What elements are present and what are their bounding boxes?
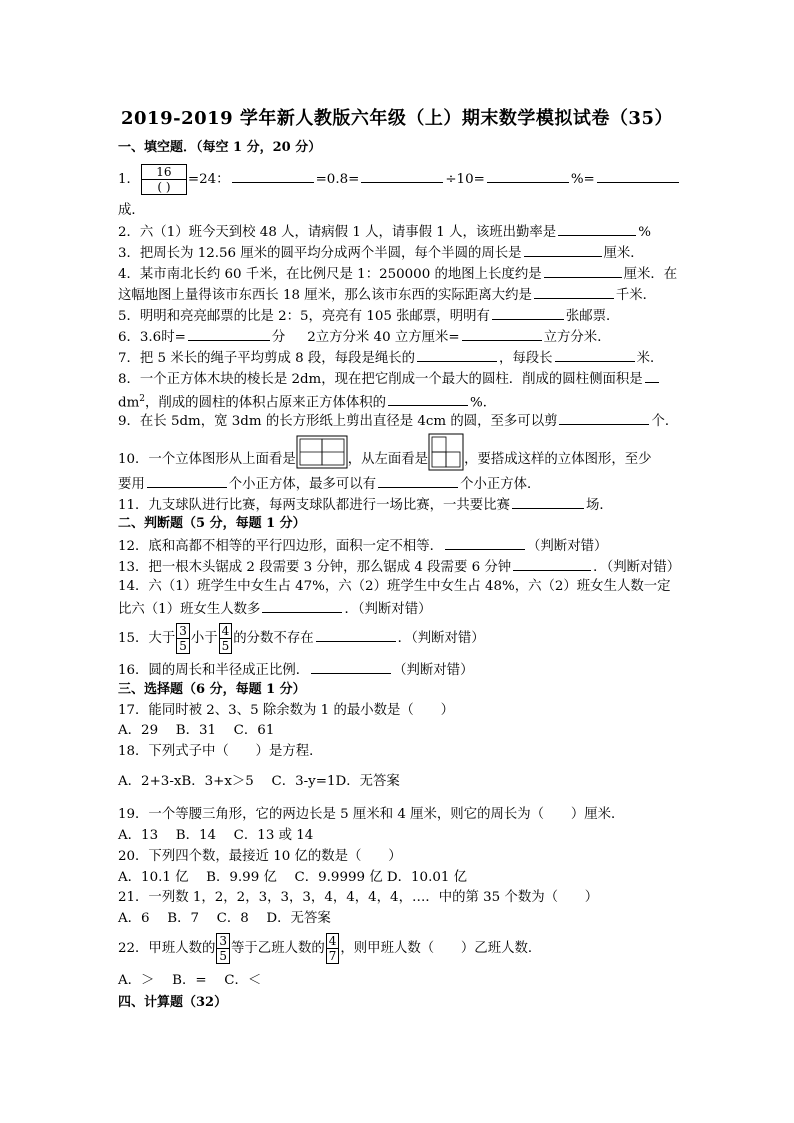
- q4-blank-2[interactable]: [534, 285, 614, 299]
- q16-blank[interactable]: [311, 660, 391, 674]
- q8-unit: dm: [118, 395, 140, 411]
- q15-fraction-1: [176, 623, 190, 654]
- q4-text-a: 4．某市南北长约 60 千米，在比例尺是 1：250000 的地图上长度约是: [118, 267, 542, 282]
- q22-frac1-denominator: 5: [219, 949, 228, 963]
- q10-text-a: 10．一个立体图形从上面看是: [118, 452, 296, 467]
- page-title: 2019-2019 学年新人教版六年级（上）期末数学模拟试卷（35）: [121, 108, 673, 129]
- q1-fraction: [141, 164, 187, 195]
- q8-text-c: ，削成的圆柱的体积占原来正方体体积的: [145, 395, 387, 411]
- q22-text-a: 22．甲班人数的: [118, 941, 216, 956]
- q22-text-b: 等于乙班人数的: [231, 941, 325, 956]
- q14-text-b: 比六（1）班女生人数多: [118, 602, 261, 617]
- question-9: [118, 411, 678, 431]
- q9-unit: 个．: [651, 414, 679, 429]
- q4-text-b: 厘米．在: [623, 267, 678, 282]
- q7-blank-1[interactable]: [417, 348, 497, 362]
- q22-frac1-numerator: 3: [219, 934, 228, 948]
- question-19: 19．一个等腰三角形，它的两边长是 5 厘米和 4 厘米，则它的周长为（ ）厘米．: [118, 807, 625, 822]
- q8-text-d: %．: [470, 395, 497, 411]
- q15-frac1-numerator: 3: [179, 624, 187, 638]
- q1-frac-numerator: 16: [142, 165, 186, 180]
- q10-text-f: 个小正方体．: [460, 477, 541, 492]
- question-17: 17．能同时被 2、3、5 除余数为 1 的最小数是（ ）: [118, 703, 454, 718]
- section-true-false: 二、判断题（5 分，每题 1 分）: [118, 516, 306, 531]
- q14-blank[interactable]: [262, 599, 342, 613]
- q19-options: A．13 B．14 C．13 或 14: [118, 828, 314, 843]
- q3-unit: 厘米．: [603, 246, 644, 261]
- q7-blank-2[interactable]: [555, 348, 635, 362]
- q5-text: 5．明明和亮亮邮票的比是 2：5，亮亮有 105 张邮票，明明有: [118, 309, 490, 324]
- q7-text-b: ，每段长: [499, 351, 553, 366]
- q1-blank-2[interactable]: [361, 169, 443, 183]
- q1-tail: 成．: [118, 203, 145, 218]
- section-multiple-choice: 三、选择题（6 分，每题 1 分）: [118, 682, 306, 697]
- question-8: [118, 369, 661, 389]
- q16-hint: （判断对错）: [393, 663, 474, 678]
- q6-text-a: 6．3.6时=: [118, 330, 186, 345]
- q13-hint: ．（判断对错）: [593, 560, 681, 575]
- q2-blank[interactable]: [558, 222, 636, 236]
- question-3: [118, 243, 644, 263]
- q15-text-a: 15．大于: [118, 631, 176, 646]
- q10-text-b: ，从左面看是: [347, 452, 429, 467]
- q1-text-c: ÷10=: [445, 172, 485, 187]
- question-8-line-2: [118, 390, 496, 412]
- question-11: [118, 495, 613, 515]
- q6-blank-2[interactable]: [462, 327, 542, 341]
- q11-text: 11．九支球队进行比赛，每两支球队都进行一场比赛，一共要比赛: [118, 498, 510, 513]
- question-14: [118, 578, 671, 596]
- q15-frac2-numerator: 4: [221, 624, 230, 638]
- q18-options: A．2+3-xB．3+x＞5 C．3-y=1D．无答案: [118, 774, 400, 789]
- q10-text-d: 要用: [118, 477, 145, 492]
- question-18: 18．下列式子中（ ）是方程．: [118, 744, 323, 759]
- q11-unit: 场．: [585, 498, 613, 513]
- q2-text: 2．六（1）班今天到校 48 人，请病假 1 人，请事假 1 人，该班出勤率是: [118, 225, 557, 240]
- q12-text: 12．底和高都不相等的平行四边形，面积一定不相等．: [118, 539, 444, 554]
- q12-blank[interactable]: [445, 536, 525, 550]
- q1-number: 1．: [118, 172, 140, 187]
- q1-blank-3[interactable]: [487, 169, 569, 183]
- q14-text-a: 14．六（1）班学生中女生占 47%，六（2）班学生中女生占 48%，六（2）班女生人数一定: [118, 579, 671, 594]
- q15-frac1-denominator: 5: [179, 639, 187, 653]
- q10-blank-1[interactable]: [147, 474, 227, 488]
- q6-blank-1[interactable]: [188, 327, 270, 341]
- question-7: [118, 348, 663, 368]
- question-15: [118, 623, 485, 654]
- q22-options: A．＞ B．= C．＜: [118, 973, 262, 988]
- q21-options: A．6 B．7 C．8 D．无答案: [118, 911, 331, 926]
- q15-frac2-denominator: 5: [221, 639, 230, 653]
- q1-blank-1[interactable]: [232, 169, 314, 183]
- question-4: [118, 264, 677, 284]
- q20-options: A．10.1 亿 B．9.99 亿 C．9.9999 亿 D．10.01 亿: [118, 870, 468, 885]
- q2-unit: %: [638, 225, 651, 240]
- question-20: 20．下列四个数，最接近 10 亿的数是（ ）: [118, 849, 402, 864]
- q1-blank-4[interactable]: [597, 169, 679, 183]
- q5-unit: 张邮票．: [565, 309, 620, 324]
- q8-blank-2[interactable]: [388, 392, 468, 406]
- question-13: [118, 557, 680, 577]
- q9-text: 9．在长 5dm，宽 3dm 的长方形纸上剪出直径是 4cm 的圆，至多可以剪: [118, 414, 558, 429]
- q11-blank[interactable]: [512, 495, 584, 509]
- q8-text-a: 8．一个正方体木块的棱长是 2dm，现在把它削成一个最大的圆柱．削成的圆柱侧面积是: [118, 372, 643, 387]
- q6-text-b: 分: [271, 330, 286, 345]
- q22-text-c: ，则甲班人数（ ）乙班人数．: [340, 941, 542, 956]
- q22-fraction-1: [216, 933, 230, 964]
- q4-blank-1[interactable]: [544, 264, 622, 278]
- question-22: [118, 932, 541, 966]
- q13-blank[interactable]: [513, 557, 591, 571]
- q15-fraction-2: [219, 623, 233, 654]
- q7-text-a: 7．把 5 米长的绳子平均剪成 8 段，每段是绳长的: [118, 351, 416, 366]
- section-calculation: 四、计算题（32）: [118, 995, 228, 1010]
- q5-blank[interactable]: [492, 306, 564, 320]
- q22-frac2-denominator: 7: [328, 949, 337, 963]
- q9-blank[interactable]: [559, 411, 649, 425]
- question-12: [118, 536, 607, 556]
- q12-hint: （判断对错）: [527, 539, 608, 554]
- q4-text-d: 千米．: [615, 288, 657, 303]
- question-1: [118, 164, 681, 195]
- q13-text: 13．把一根木头锯成 2 段需要 3 分钟，那么锯成 4 段需要 6 分钟: [118, 560, 512, 575]
- section-fill-in: 一、填空题．（每空 1 分，20 分）: [118, 140, 322, 155]
- q22-fraction-2: [326, 933, 340, 964]
- q1-text-a: =24：: [187, 172, 230, 187]
- q16-text: 16．圆的周长和半径成正比例．: [118, 663, 310, 678]
- q1-frac-denominator: ( ): [157, 180, 171, 194]
- question-21: 21．一列数 1，2，2，3，3，3，4，4，4，4，…．中的第 35 个数为（ ）: [118, 890, 599, 905]
- question-4-line-2: [118, 285, 656, 305]
- question-10-line-2: [118, 474, 540, 494]
- q3-blank[interactable]: [524, 243, 602, 257]
- q8-blank-1[interactable]: [645, 369, 659, 383]
- q17-options: A．29 B．31 C．61: [118, 723, 275, 738]
- q3-text: 3．把周长为 12.56 厘米的圆平均分成两个半圆，每个半圆的周长是: [118, 246, 522, 261]
- q10-text-e: 个小正方体，最多可以有: [228, 477, 377, 492]
- q10-blank-2[interactable]: [378, 474, 458, 488]
- q15-hint: ．（判断对错）: [397, 631, 485, 646]
- question-5: [118, 306, 619, 326]
- q15-text-b: 小于: [190, 631, 218, 646]
- question-14-line-2: [118, 599, 431, 619]
- question-16: [118, 660, 473, 680]
- q8-superscript: 2: [139, 394, 146, 404]
- q10-text-c: ，要搭成这样的立体图形，至少: [464, 452, 652, 467]
- q7-text-c: 米．: [636, 351, 664, 366]
- q1-text-d: %=: [570, 172, 595, 187]
- q15-text-c: 的分数不存在: [233, 631, 314, 646]
- q15-blank[interactable]: [316, 628, 396, 642]
- question-6: [118, 327, 611, 347]
- question-2: [118, 222, 651, 242]
- q4-text-c: 这幅地图上量得该市东西长 18 厘米，那么该市东西的实际距离大约是: [118, 288, 532, 303]
- q22-frac2-numerator: 4: [328, 934, 337, 948]
- q1-text-b: =0.8=: [315, 172, 360, 187]
- q6-text-d: 立方分米．: [543, 330, 611, 345]
- q14-hint: ．（判断对错）: [344, 602, 432, 617]
- q6-text-c: 2立方分米 40 立方厘米=: [307, 330, 460, 345]
